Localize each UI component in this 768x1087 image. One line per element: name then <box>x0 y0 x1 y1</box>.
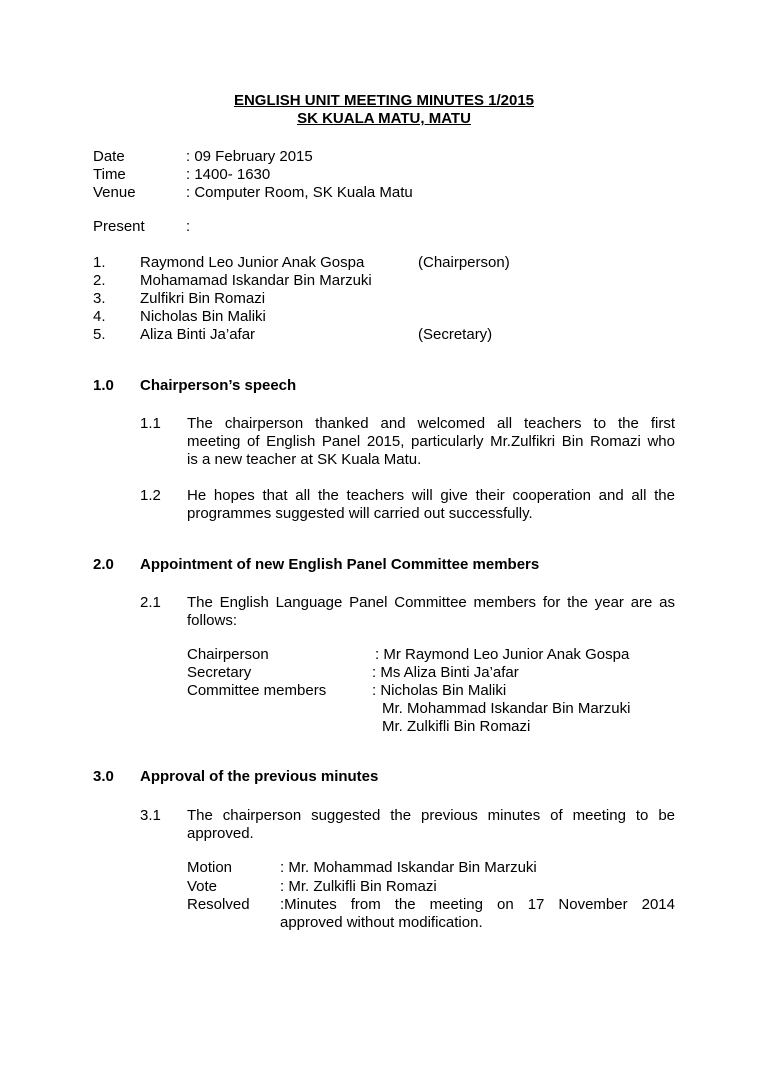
attendee-name: Nicholas Bin Maliki <box>140 308 266 325</box>
school-title: SK KUALA MATU, MATU <box>297 110 471 127</box>
item-number: 3.1 <box>140 807 161 824</box>
resolved-text <box>280 896 675 932</box>
attendee-name: Mohamamad Iskandar Bin Marzuki <box>140 272 372 289</box>
attendee-name: Raymond Leo Junior Anak Gospa <box>140 254 365 271</box>
motion-value: : Mr. Mohammad Iskandar Bin Marzuki <box>280 859 537 876</box>
item-text <box>187 487 675 523</box>
committee-chair-label: Chairperson <box>187 646 269 663</box>
present-value: : <box>186 218 191 235</box>
item-number: 1.2 <box>140 487 161 504</box>
item-line: meeting of English Panel 2015, particularly Mr.Zulfikri Bin Romazi who <box>187 433 675 450</box>
resolved-label: Resolved <box>187 896 250 913</box>
item-line: The English Language Panel Committee members for the year are as <box>187 594 675 611</box>
time-value: : 1400- 1630 <box>186 166 271 183</box>
attendee-number: 3. <box>93 290 106 307</box>
item-number: 1.1 <box>140 415 161 432</box>
committee-members-label: Committee members <box>187 682 327 699</box>
document-title: ENGLISH UNIT MEETING MINUTES 1/2015 <box>233 92 535 109</box>
committee-secretary-value: : Ms Aliza Binti Ja’afar <box>372 664 519 681</box>
resolved-line: :Minutes from the meeting on 17 November 2014 <box>280 896 675 913</box>
committee-secretary-label: Secretary <box>187 664 252 681</box>
date-label: Date <box>93 148 125 165</box>
section-number: 2.0 <box>93 556 114 573</box>
item-line: approved. <box>187 825 254 842</box>
committee-chair-value: : Mr Raymond Leo Junior Anak Gospa <box>375 646 630 663</box>
vote-label: Vote <box>187 878 218 895</box>
section-number: 1.0 <box>93 377 114 394</box>
venue-label: Venue <box>93 184 136 201</box>
item-line: programmes suggested will carried out successfully. <box>187 505 533 522</box>
item-line: The chairperson suggested the previous minutes of meeting to be <box>187 807 675 824</box>
time-label: Time <box>93 166 126 183</box>
attendee-number: 1. <box>93 254 106 271</box>
section-heading: Appointment of new English Panel Committee members <box>140 556 540 573</box>
venue-value: : Computer Room, SK Kuala Matu <box>186 184 413 201</box>
item-number: 2.1 <box>140 594 161 611</box>
vote-value: : Mr. Zulkifli Bin Romazi <box>280 878 437 895</box>
resolved-line: approved without modification. <box>280 914 483 931</box>
item-text <box>187 807 675 843</box>
attendee-name: Aliza Binti Ja’afar <box>140 326 256 343</box>
attendee-number: 2. <box>93 272 106 289</box>
attendee-number: 4. <box>93 308 106 325</box>
section-heading: Approval of the previous minutes <box>140 768 379 785</box>
attendee-name: Zulfikri Bin Romazi <box>140 290 266 307</box>
item-text <box>187 415 675 469</box>
item-line: is a new teacher at SK Kuala Matu. <box>187 451 422 468</box>
motion-label: Motion <box>187 859 233 876</box>
item-line: He hopes that all the teachers will give their cooperation and all the <box>187 487 675 504</box>
committee-member: : Nicholas Bin Maliki <box>372 682 507 699</box>
item-line: follows: <box>187 612 238 629</box>
committee-member: Mr. Mohammad Iskandar Bin Marzuki <box>382 700 631 717</box>
attendee-number: 5. <box>93 326 106 343</box>
item-text <box>187 594 675 630</box>
attendee-role: (Chairperson) <box>418 254 510 271</box>
committee-member: Mr. Zulkifli Bin Romazi <box>382 718 531 735</box>
attendee-role: (Secretary) <box>418 326 493 343</box>
present-label: Present <box>93 218 145 235</box>
section-number: 3.0 <box>93 768 114 785</box>
section-heading: Chairperson’s speech <box>140 377 297 394</box>
item-line: The chairperson thanked and welcomed all teachers to the first <box>187 415 675 432</box>
date-value: : 09 February 2015 <box>186 148 313 165</box>
